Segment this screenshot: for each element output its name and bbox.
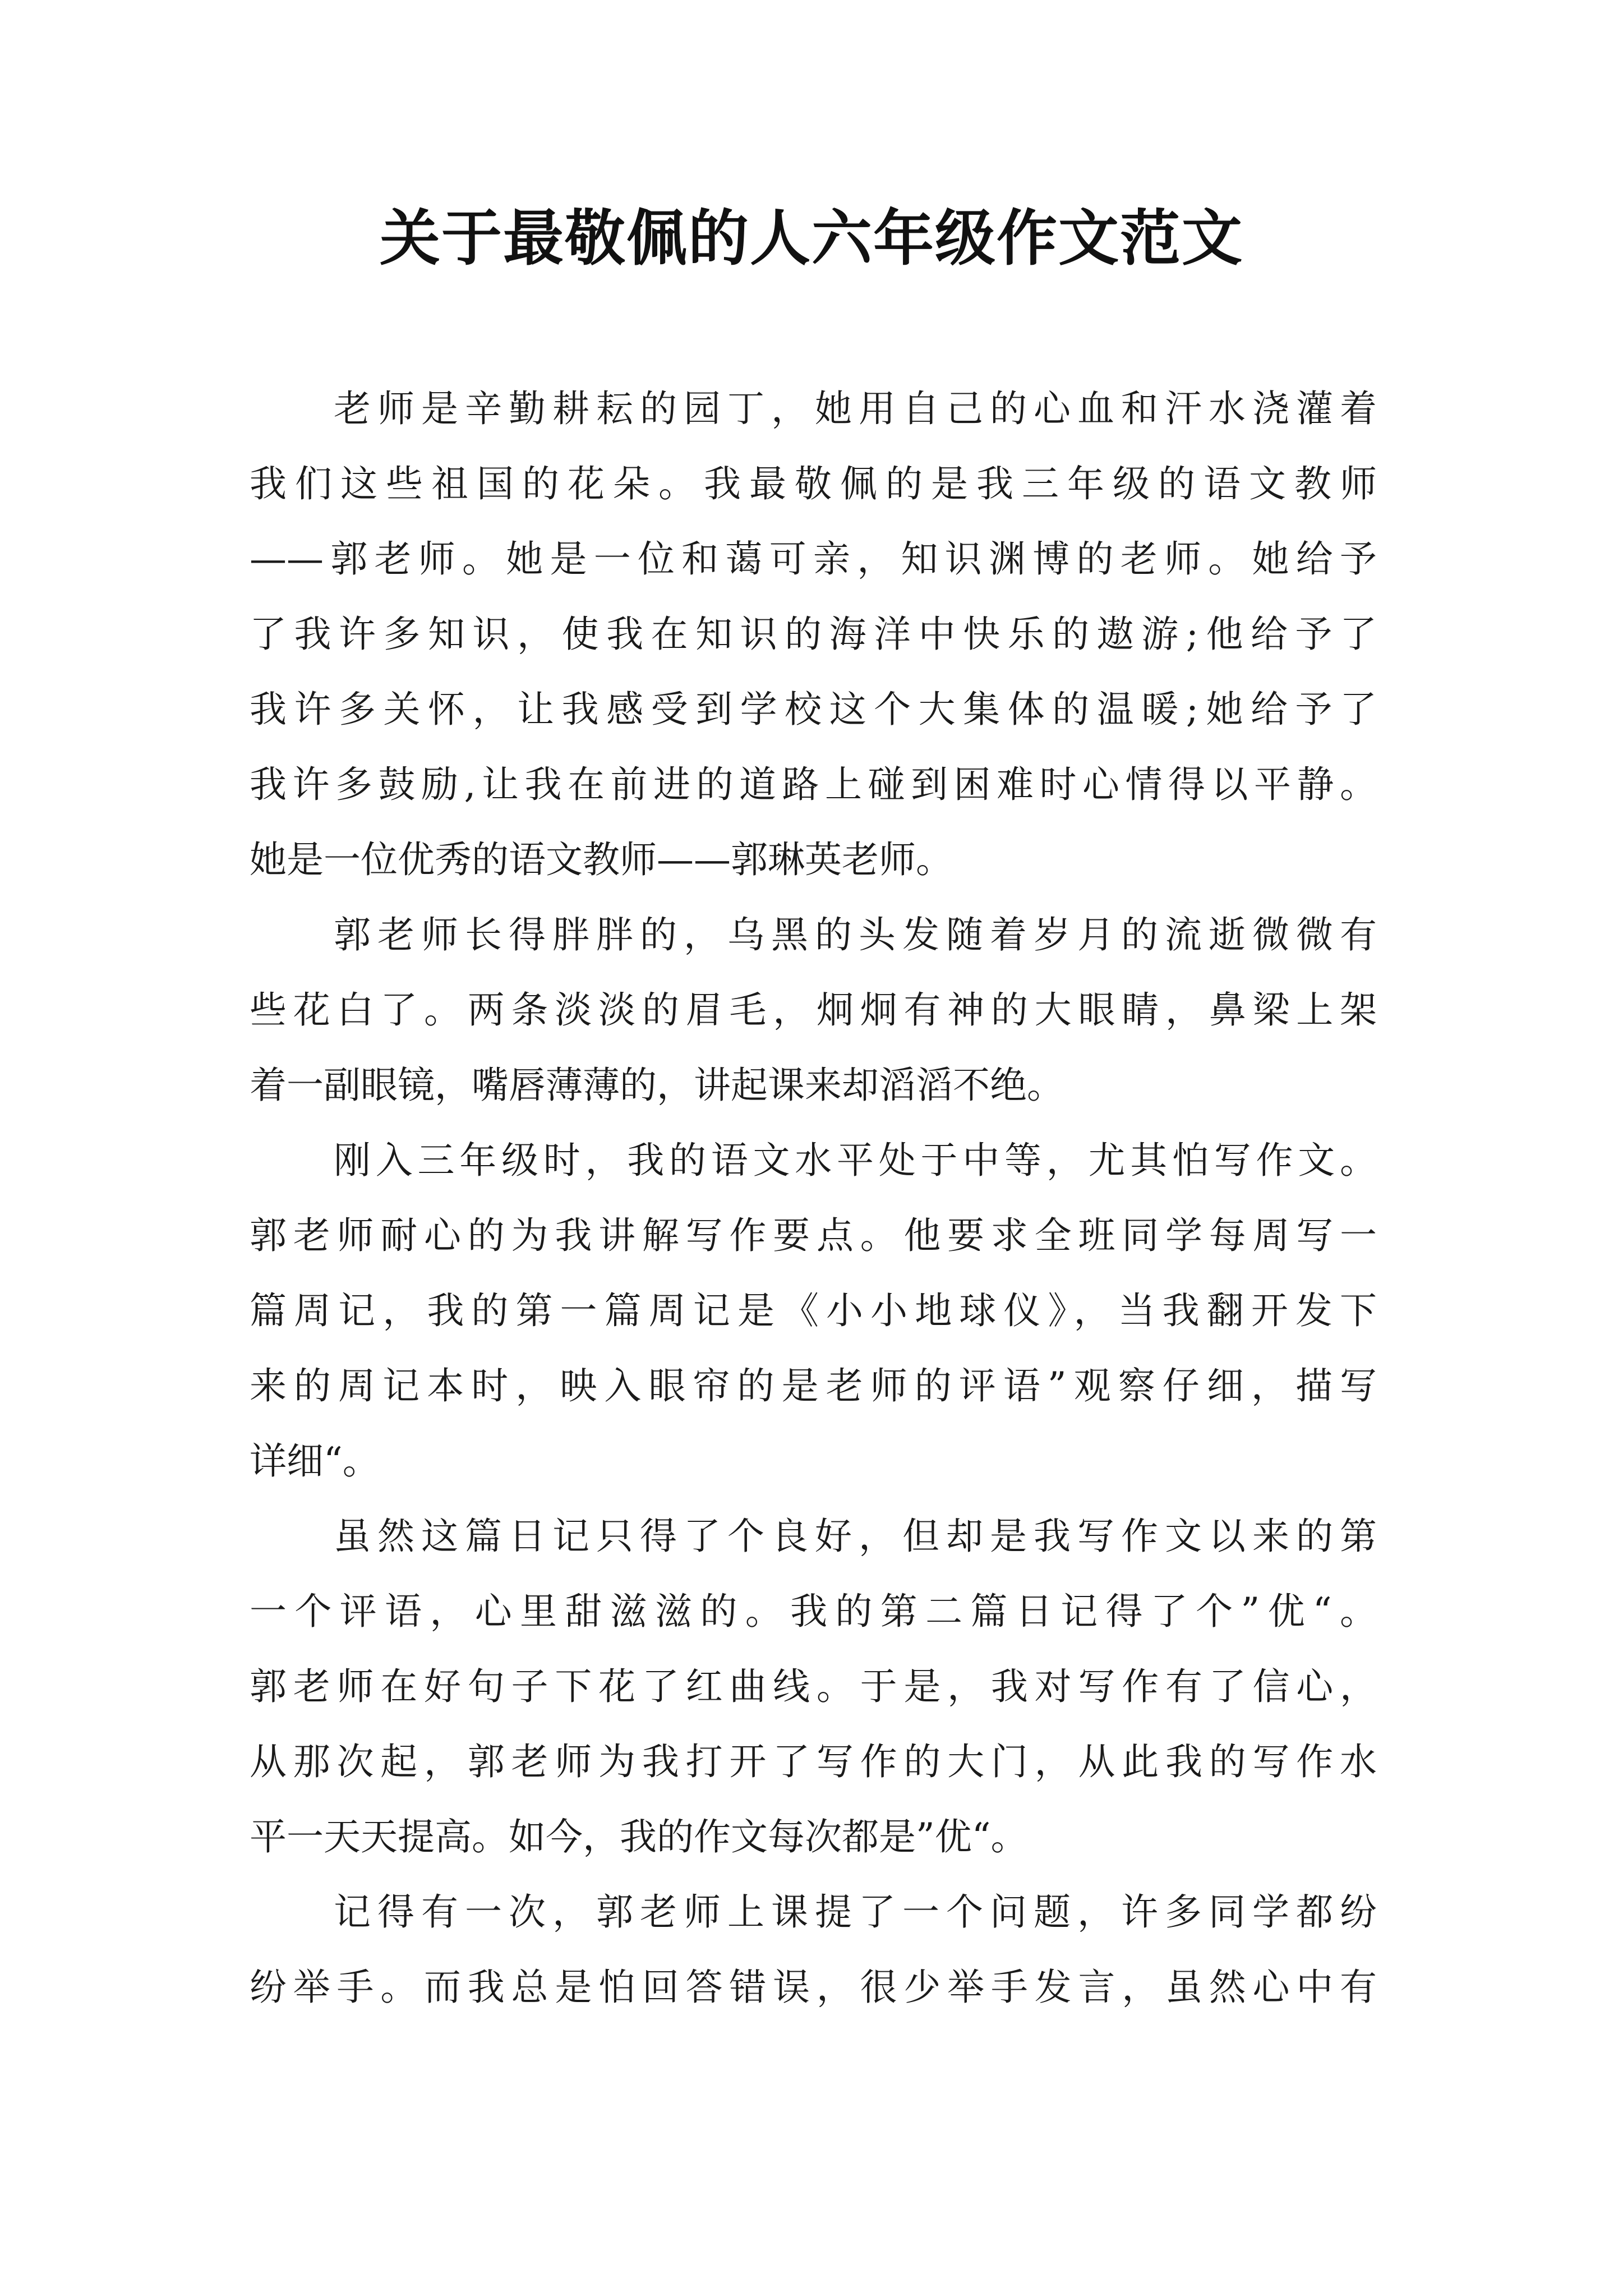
- text-line: 一个评语，心里甜滋滋的。我的第二篇日记得了个”优“。: [250, 1590, 1377, 1633]
- text-line: 着一副眼镜，嘴唇薄薄的，讲起课来却滔滔不绝。: [250, 1064, 1064, 1107]
- text-line: 纷举手。而我总是怕回答错误，很少举手发言，虽然心中有: [250, 1966, 1377, 2009]
- text-line: 郭老师在好句子下花了红曲线。于是，我对写作有了信心，: [250, 1665, 1377, 1708]
- text-line: 老师是辛勤耕耘的园丁，她用自己的心血和汗水浇灌着: [334, 387, 1377, 430]
- text-line: 我许多关怀，让我感受到学校这个大集体的温暖;她给予了: [250, 688, 1377, 731]
- text-line: 我许多鼓励,让我在前进的道路上碰到困难时心情得以平静。: [250, 763, 1377, 806]
- text-line: 郭老师耐心的为我讲解写作要点。他要求全班同学每周写一: [250, 1214, 1377, 1257]
- text-line: 来的周记本时，映入眼帘的是老师的评语”观察仔细，描写: [250, 1364, 1377, 1407]
- text-line: 篇周记，我的第一篇周记是《小小地球仪》，当我翻开发下: [250, 1289, 1377, 1332]
- text-line: 刚入三年级时，我的语文水平处于中等，尤其怕写作文。: [334, 1139, 1377, 1182]
- text-line: 记得有一次，郭老师上课提了一个问题，许多同学都纷: [334, 1890, 1377, 1934]
- document-body: [250, 371, 1377, 2025]
- text-line: 详细“。: [250, 1439, 380, 1483]
- text-line: 些花白了。两条淡淡的眉毛，炯炯有神的大眼睛，鼻梁上架: [250, 988, 1377, 1032]
- text-line: 了我许多知识，使我在知识的海洋中快乐的遨游;他给予了: [250, 613, 1377, 656]
- text-line: 郭老师长得胖胖的，乌黑的头发随着岁月的流逝微微有: [334, 913, 1377, 956]
- text-line: 虽然这篇日记只得了个良好，但却是我写作文以来的第: [334, 1515, 1377, 1558]
- document-title: 关于最敬佩的人六年级作文范文: [379, 203, 1243, 274]
- text-line: 平一天天提高。如今，我的作文每次都是”优“。: [250, 1815, 1028, 1858]
- text-line: ——郭老师。她是一位和蔼可亲，知识渊博的老师。她给予: [250, 537, 1377, 581]
- text-line: 从那次起，郭老师为我打开了写作的大门，从此我的写作水: [250, 1740, 1377, 1783]
- text-line: 我们这些祖国的花朵。我最敬佩的是我三年级的语文教师: [250, 462, 1377, 505]
- text-line: 她是一位优秀的语文教师——郭琳英老师。: [250, 838, 953, 881]
